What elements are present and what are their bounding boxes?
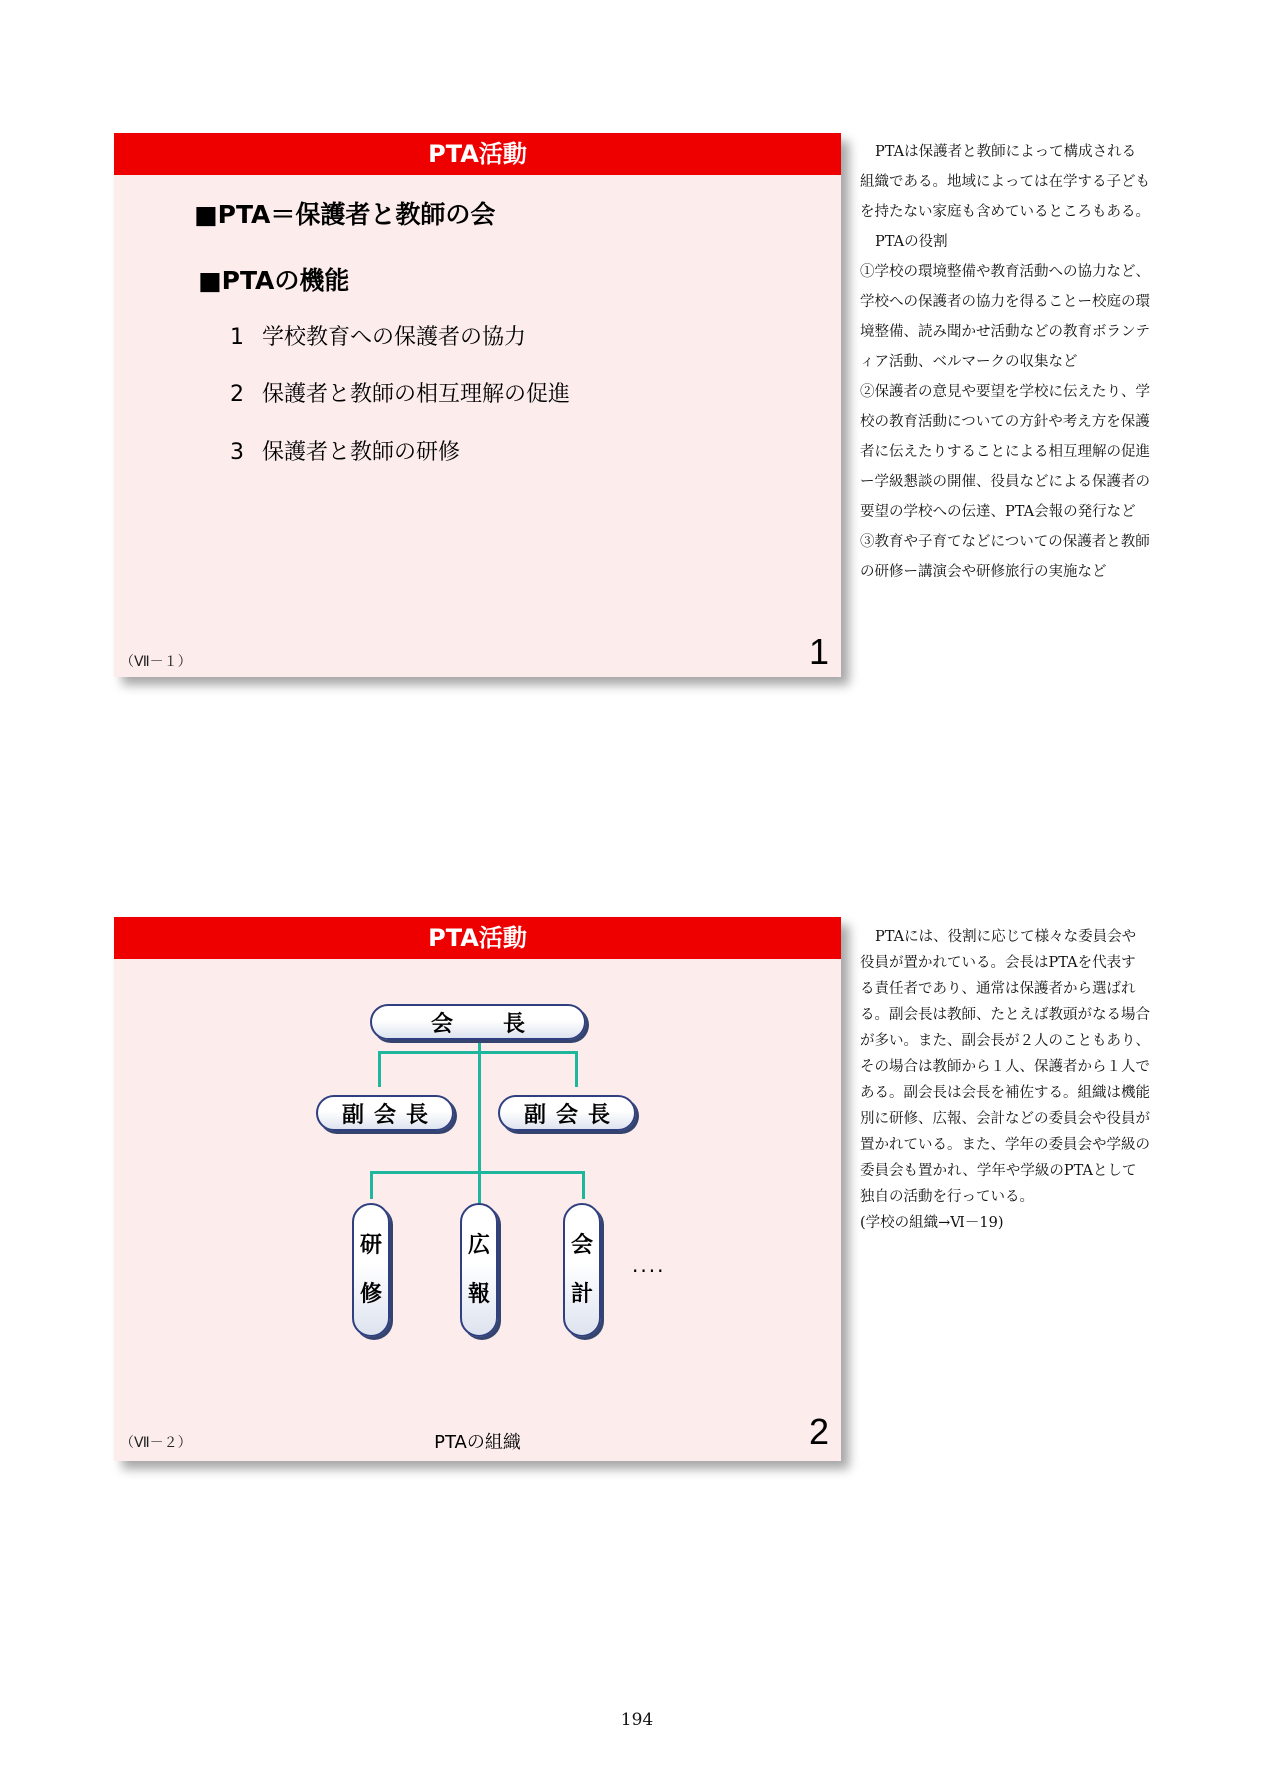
committee-char: 広 (467, 1232, 490, 1258)
slide-2-caption: PTAの組織 (434, 1432, 521, 1453)
function-item-number: 1 (230, 325, 244, 350)
notes-paragraph: (学校の組織→Ⅵ－19) (860, 1215, 1004, 1231)
function-item-text: 保護者と教師の相互理解の促進 (262, 382, 571, 407)
slide-1 (114, 133, 841, 677)
slide-1-notes (860, 137, 1150, 587)
org-connector-vice-bar (378, 1051, 578, 1054)
page-number: 194 (620, 1710, 654, 1730)
org-vice-president-label: 副会長 (341, 1102, 438, 1128)
slide-1-number: 1 (808, 631, 829, 672)
org-president-box (370, 1004, 586, 1040)
slide-2-title: PTA活動 (114, 917, 841, 959)
committee-char: 報 (467, 1281, 490, 1307)
org-president-label: 会 長 (430, 1011, 539, 1037)
function-item (230, 435, 460, 466)
slide-1-code: （Ⅶ－１） (120, 654, 192, 670)
function-item-text: 学校教育への保護者の協力 (262, 325, 527, 350)
org-committee-training (352, 1203, 390, 1337)
org-connector-committee-right (582, 1171, 585, 1199)
org-committee-accounting (563, 1203, 601, 1337)
notes-paragraph: ①学校の環境整備や教育活動への協力など、学校への保護者の協力を得ることー校庭の環境整備、読み聞かせ活動などの教育ボランティア活動、ベルマークの収集など (860, 264, 1150, 370)
function-item-number: 2 (230, 382, 244, 407)
function-item (230, 320, 526, 351)
slide-1-title: PTA活動 (114, 133, 841, 175)
notes-paragraph: ②保護者の意見や要望を学校に伝えたり、学校の教育活動についての方針や考え方を保護者に伝えたりすることによる相互理解の促進ー学級懇談の開催、役員などによる保護者の要望の学校への伝達、PTA会報の発行など (860, 384, 1150, 520)
org-connector-vice-left (378, 1051, 381, 1087)
committee-char: 修 (359, 1281, 382, 1307)
slide-2-code: （Ⅶ－２） (120, 1435, 192, 1451)
org-committee-publicity (460, 1203, 498, 1337)
committee-char: 計 (570, 1281, 593, 1307)
org-vice-president-box (498, 1095, 636, 1131)
notes-paragraph: PTAは保護者と教師によって構成される組織である。地域によっては在学する子どもを持たない家庭も含めているところもある。 (860, 144, 1150, 220)
function-item (230, 377, 570, 408)
notes-paragraph: PTAの役割 (875, 234, 948, 250)
function-item-text: 保護者と教師の研修 (262, 440, 461, 465)
org-connector-vice-right (575, 1051, 578, 1087)
committee-char: 研 (359, 1232, 382, 1258)
slide-2 (114, 917, 841, 1461)
org-vice-president-label: 副会長 (523, 1102, 620, 1128)
notes-paragraph: ③教育や子育てなどについての保護者と教師の研修ー講演会や研修旅行の実施など (860, 534, 1150, 580)
notes-paragraph: PTAには、役割に応じて様々な委員会や役員が置かれている。会長はPTAを代表する責任者であり、通常は保護者から選ばれる。副会長は教師、たとえば教頭がなる場合が多い。また、副会長が２人のこともあり、その場合は教師から１人、保護者から１人である。副会長は会長を補佐する。組織は機能別に研修、広報、会計などの委員会や役員が置かれている。また、学年の委員会や学級の委員会も置かれ、学年や学級のPTAとして独自の活動を行っている。 (860, 929, 1150, 1205)
committee-char: 会 (570, 1232, 593, 1258)
slide-1-heading-pta: ■PTA＝保護者と教師の会 (194, 200, 496, 229)
org-more-ellipsis: ···· (632, 1259, 666, 1283)
org-vice-president-box (316, 1095, 454, 1131)
org-connector-committee-left (370, 1171, 373, 1199)
slide-2-notes (860, 924, 1150, 1236)
slide-1-heading-functions: ■PTAの機能 (198, 266, 350, 295)
slide-2-number: 2 (808, 1411, 829, 1452)
org-connector-committee-bar (370, 1171, 585, 1174)
function-item-number: 3 (230, 440, 244, 465)
